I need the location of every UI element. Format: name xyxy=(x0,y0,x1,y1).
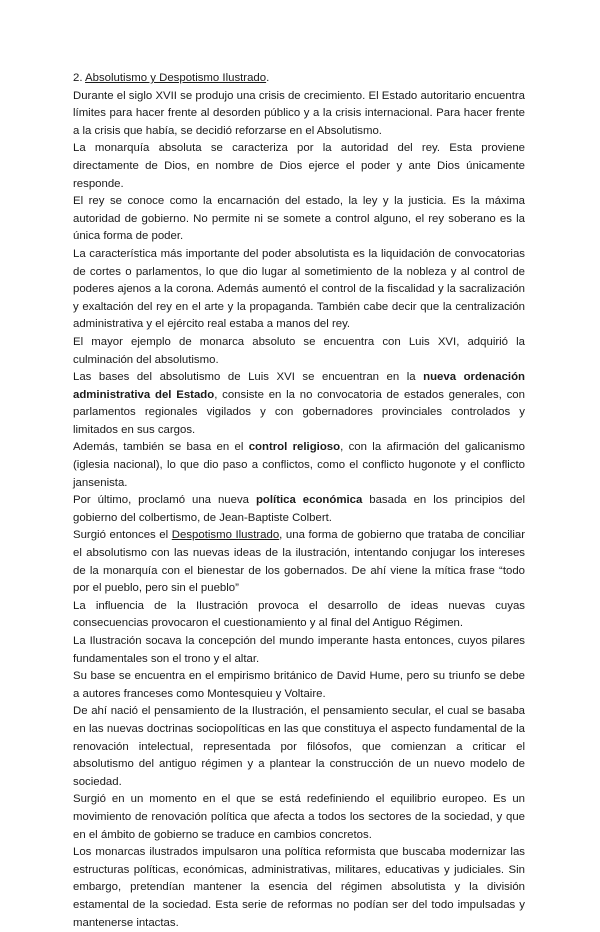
paragraph-despotismo-underlined: Despotismo Ilustrado xyxy=(171,529,280,542)
paragraph-economica-text-a: Por último, proclamó una nueva xyxy=(73,494,256,507)
paragraph-luis-xvi: El mayor ejemplo de monarca absoluto se encuentra con Luis XVI, adquirió la culminación del absolutismo. xyxy=(73,335,525,366)
paragraph-bases xyxy=(73,369,525,439)
paragraph-socava: La Ilustración socava la concepción del mundo imperante hasta entonces, cuyos pilares fundamentales son el trono y el altar. xyxy=(73,635,525,665)
paragraph-pensamiento: De ahí nació el pensamiento de la Ilustración, el pensamiento secular, el cual se basaba en las nuevas doctrinas sociopolíticas en las que constituya el aspecto fundamental de la renovación intelectual, representada por filósofos, que comienzan a criticar el absolutismo del antiguo régimen y a plantear la construcción de un nuevo modelo de sociedad. xyxy=(73,705,525,788)
paragraph-economica-text-c: basada en los principios del gobierno del colbertismo, de Jean-Baptiste Colbert. xyxy=(73,494,525,524)
document-page xyxy=(73,70,525,932)
paragraph-monarquia: La monarquía absoluta se caracteriza por la autoridad del rey. Esta proviene directamente de Dios, en nombre de Dios ejerce el poder y ante Dios únicamente responde. xyxy=(73,142,525,190)
paragraph-religioso-text-c: , con la afirmación del galicanismo (iglesia nacional), lo que dio paso a conflictos, como el conflicto hugonote y el conflicto jansenista. xyxy=(73,441,526,489)
paragraph-religioso xyxy=(73,439,525,492)
paragraph-economica-bold: política económica xyxy=(255,494,363,507)
paragraph-crisis: Durante el siglo XVII se produjo una crisis de crecimiento. El Estado autoritario encuentra límites para hacer frente al desorden público y a la crisis internacional. Para hacer frente a la crisis que había, se decidió reforzarse en el Absolutismo. xyxy=(73,89,525,137)
paragraph-empirismo: Su base se encuentra en el empirismo británico de David Hume, pero su triunfo se debe a autores franceses como Montesquieu y Voltaire. xyxy=(73,670,525,700)
heading-title: Absolutismo y Despotismo Ilustrado xyxy=(85,72,267,84)
paragraph-despotismo xyxy=(73,527,525,597)
paragraph-monarcas: Los monarcas ilustrados impulsaron una política reformista que buscaba modernizar las estructuras políticas, económicas, administrativas, militares, educativas y judiciales. Sin embargo, pretendían mantener la esencia del régimen absolutista y la división estamental de la sociedad. Esta serie de reformas no podían ser del todo impulsadas y mantenerse intactas. xyxy=(73,846,525,929)
section-heading xyxy=(73,70,525,88)
paragraph-economica xyxy=(73,492,525,527)
paragraph-religioso-bold: control religioso xyxy=(248,441,341,454)
paragraph-despotismo-text-c: , una forma de gobierno que trataba de conciliar el absolutismo con las nuevas ideas de la ilustración, intentando conjugar los intereses de la monarquía con el bienestar de los gobernados. De ahí viene la mítica frase “todo por el pueblo, pero sin el pueblo” xyxy=(73,529,525,595)
paragraph-despotismo-text-a: Surgió entonces el xyxy=(73,529,172,542)
paragraph-influencia: La influencia de la Ilustración provoca el desarrollo de ideas nuevas cuyas consecuencias provocaron el cuestionamiento y al final del Antiguo Régimen. xyxy=(73,599,525,630)
paragraph-equilibrio: Surgió en un momento en el que se está redefiniendo el equilibrio europeo. Es un movimiento de renovación política que afecta a todos los sectores de la sociedad, y que en el ámbito de gobierno se traduce en cambios concretos. xyxy=(73,793,525,841)
paragraph-caracteristica: La característica más importante del poder absolutista es la liquidación de convocatorias de cortes o parlamentos, lo que dio lugar al sometimiento de la nobleza y al control de poderes ajenos a la corona. Además aumentó el control de la fiscalidad y la sacralización y exaltación del rey en el arte y la propaganda. También cabe decir que la centralización administrativa y el ejército real estaba a manos del rey. xyxy=(73,247,525,331)
heading-number: 2. xyxy=(73,72,86,84)
paragraph-rey: El rey se conoce como la encarnación del estado, la ley y la justicia. Es la máxima autoridad de gobierno. No permite ni se somete a control alguno, el rey soberano es la única forma de poder. xyxy=(73,195,525,243)
heading-period: . xyxy=(266,72,270,84)
paragraph-bases-bold: nueva ordenación administrativa del Estado xyxy=(73,371,525,401)
paragraph-bases-text-c: , consiste en la no convocatoria de estados generales, con parlamentos regionales vigilados y con gobernadores provinciales controlados y limitados en sus cargos. xyxy=(73,388,525,436)
paragraph-bases-text-a: Las bases del absolutismo de Luis XVI se encuentran en la xyxy=(73,371,424,384)
paragraph-religioso-text-a: Además, también se basa en el xyxy=(73,441,249,454)
